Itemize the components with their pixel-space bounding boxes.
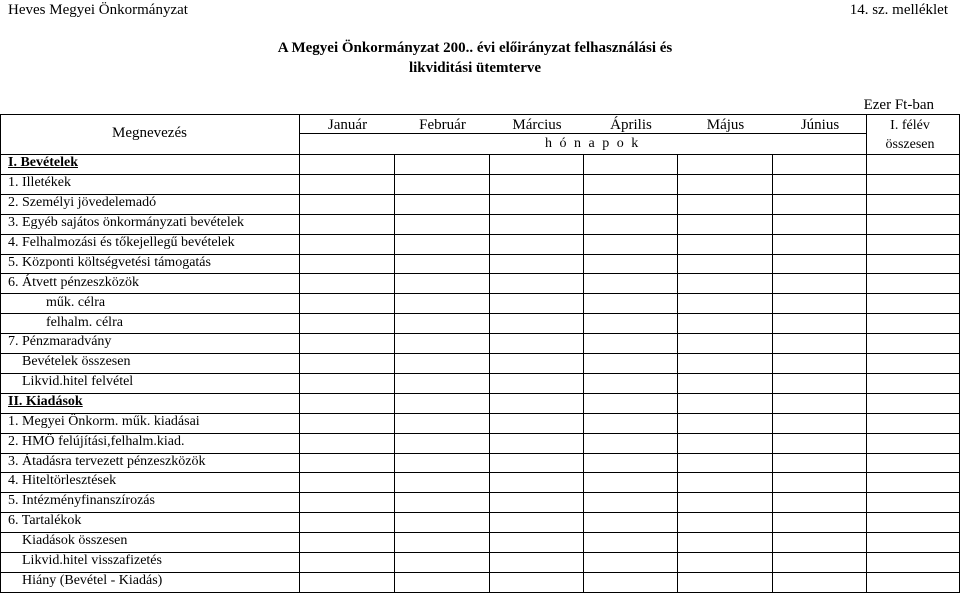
row-central-budget-support: 5. Központi költségvetési támogatás (8, 255, 211, 270)
half-year-total-header-line2: összesen (885, 137, 935, 152)
row-transferred-funds: 6. Átvett pénzeszközök (8, 275, 140, 290)
row-expenditures-total: Kiadások összesen (22, 533, 128, 548)
row-operating-purpose: műk. célra (46, 295, 106, 310)
row-cash-surplus: 7. Pénzmaradvány (8, 334, 112, 349)
row-personal-income-tax: 2. Személyi jövedelemadó (8, 195, 157, 210)
row-institution-financing: 5. Intézményfinanszírozás (8, 493, 155, 508)
unit-label: Ezer Ft-ban (863, 97, 934, 113)
row-loan-repayments: 4. Hiteltörlesztések (8, 473, 117, 488)
half-year-total-header (868, 116, 952, 154)
row-revenues-heading: I. Bevételek (8, 155, 78, 170)
row-liquidity-loan-repayment: Likvid.hitel visszafizetés (22, 553, 162, 568)
document-title-line1: A Megyei Önkormányzat 200.. évi előirányzat felhasználási és (277, 40, 673, 56)
document-title-line2: likviditási ütemterve (408, 60, 542, 76)
month-header-april: Április (610, 117, 652, 133)
table-grid (0, 114, 960, 593)
row-operating-expenditures: 1. Megyei Önkorm. műk. kiadásai (8, 414, 200, 429)
header-annex-number: 14. sz. melléklet (849, 2, 948, 18)
month-header-february: Február (419, 117, 466, 133)
row-capital-purpose: felhalm. célra (46, 315, 123, 330)
row-planned-transfers: 3. Átadásra tervezett pénzeszközök (8, 454, 206, 469)
month-header-may: Május (706, 117, 745, 133)
row-other-own-revenues: 3. Egyéb sajátos önkormányzati bevételek (8, 215, 244, 230)
row-revenues-total: Bevételek összesen (22, 354, 131, 369)
row-renovation-capital-expenditures: 2. HMÖ felújítási,felhalm.kiad. (8, 434, 185, 449)
row-expenditures-heading: II. Kiadások (8, 394, 83, 409)
month-header-march: Március (512, 117, 562, 133)
header-organization: Heves Megyei Önkormányzat (8, 2, 188, 18)
row-duties: 1. Illetékek (8, 175, 71, 190)
row-liquidity-loan-drawdown: Likvid.hitel felvétel (22, 374, 134, 389)
month-header-january: Január (327, 117, 368, 133)
row-capital-revenues: 4. Felhalmozási és tőkejellegű bevételek (8, 235, 235, 250)
row-reserves: 6. Tartalékok (8, 513, 82, 528)
half-year-total-header-line1: I. félév (890, 118, 930, 133)
month-header-june: Június (800, 117, 840, 133)
document-title (265, 38, 685, 78)
name-column-header: Megnevezés (112, 125, 187, 141)
row-deficit: Hiány (Bevétel - Kiadás) (22, 573, 163, 588)
months-group-label: h ó n a p o k (545, 136, 641, 151)
